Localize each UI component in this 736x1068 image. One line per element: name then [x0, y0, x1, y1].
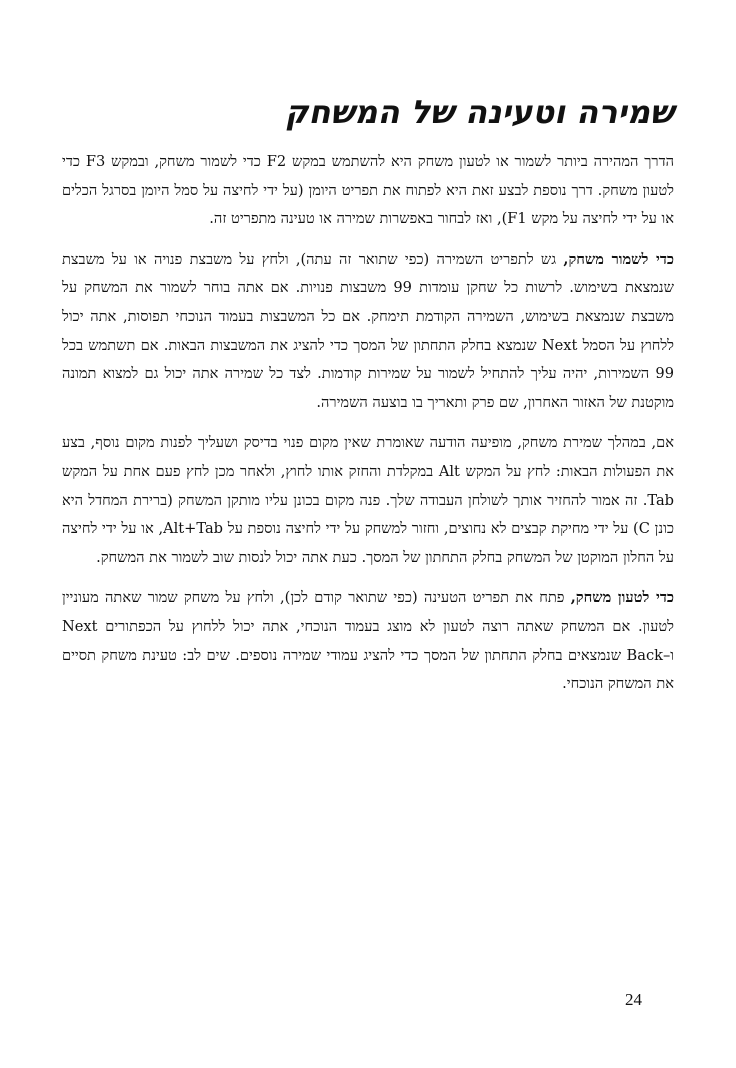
paragraph-disk-space: [62, 429, 674, 572]
paragraph-lead: כדי לשמור משחק,: [563, 250, 674, 268]
paragraph-text: גש לתפריט השמירה (כפי שתואר זה עתה), ולחץ על משבצת פנויה או על משבצת שנמצאת בשימוש. לרשות כל שחקן עומדות 99 משבצות פנויות. אם אתה בוחר לשמור את המשחק על משבצת שנמצאת בשימוש, השמירה הקודמת תימחק. אם כל המשבצות בעמוד הנוכחי תפוסות, אתה יכול ללחוץ על הסמל Next שנמצא בחלק התחתון של המסך כדי להציג את המשבצות הבאות. אם תשתמש בכל 99 השמירות, יהיה עליך להתחיל לשמור על שמירות קודמות. לצד כל שמירה אתה יכול גם למצוא תמונה מוקטנת של האזור האחרון, שם פרק ותאריך בו בוצעה השמירה.: [62, 250, 674, 411]
paragraph-text: אם, במהלך שמירת משחק, מופיעה הודעה שאומרת שאין מקום פנוי בדיסק ושעליך לפנות מקום נוסף, בצע את הפעולות הבאות: לחץ על המקש Alt במקלדת והחזק אותו לחוץ, ולאחר מכן לחץ פעם אחת על המקש Tab. זה אמור להחזיר אותך לשולחן העבודה שלך. פנה מקום בכונן עליו מותקן המשחק (ברירת המחדל היא כונן C) על ידי מחיקת קבצים לא נחוצים, וחזור למשחק על ידי לחיצה נוספת על Alt+Tab, או על ידי לחיצה על החלון המוקטן של המשחק בחלק התחתון של המסך. כעת אתה יכול לנסות שוב לשמור את המשחק.: [62, 434, 675, 566]
page-content: [62, 88, 674, 711]
paragraph-text: פתח את תפריט הטעינה (כפי שתואר קודם לכן), ולחץ על משחק שמור שאתה מעוניין לטעון. אם המשחק שאתה רוצה לטעון לא מוצג בעמוד הנוכחי, אתה יכול ללחוץ על הכפתורים Next ו–Back שנמצאים בחלק התחתון של המסך כדי להציג עמודי שמירה נוספים. שים לב: טעינת משחק תסיים את המשחק הנוכחי.: [62, 589, 674, 693]
paragraph-intro: [62, 148, 674, 234]
page-number: 24: [625, 990, 642, 1009]
paragraph-text: הדרך המהירה ביותר לשמור או לטעון משחק היא להשתמש במקש F2 כדי לשמור משחק, ובמקש F3 כדי לטעון משחק. דרך נוספת לבצע זאת היא לפתוח את תפריט היומן (על ידי לחיצה על סמל היומן בסרגל הכלים או על ידי לחיצה על מקש F1), ואז לבחור באפשרות שמירה או טעינה מתפריט זה.: [62, 153, 674, 228]
paragraph-save: [62, 246, 674, 418]
page-title: שמירה וטעינה של המשחק: [284, 93, 674, 131]
paragraph-load: [62, 584, 674, 698]
paragraph-lead: כדי לטעון משחק,: [570, 589, 674, 607]
